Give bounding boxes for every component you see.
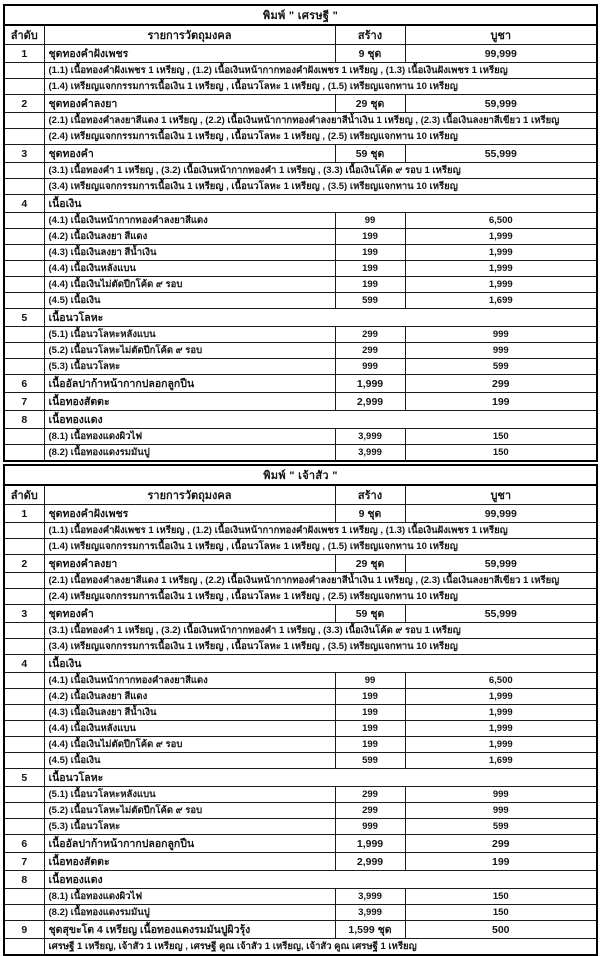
item-cell: เนื้ออัลปาก้าหน้ากากปลอกลูกปืน (44, 375, 335, 393)
order-cell (4, 737, 44, 753)
order-cell (4, 589, 44, 605)
item-cell: (5.2) เนื้อนวโลหะไม่ตัดปีกโค้ด ๙ รอบ (44, 343, 335, 359)
order-cell: 8 (4, 411, 44, 429)
price-cell: 1,999 (405, 245, 597, 261)
made-cell: 299 (335, 343, 405, 359)
made-cell: 2,999 (335, 853, 405, 871)
order-cell: 5 (4, 769, 44, 787)
item-detail-cell: (2.4) เหรียญแจกกรรมการเนื้อเงิน 1 เหรียญ , เนื้อนวโลหะ 1 เหรียญ , (2.5) เหรียญแจกทาน 10 เหรียญ (44, 589, 597, 605)
made-cell: 199 (335, 277, 405, 293)
table-row (4, 113, 597, 129)
made-cell: 59 ชุด (335, 605, 405, 623)
order-cell (4, 293, 44, 309)
order-cell: 7 (4, 853, 44, 871)
price-cell: 999 (405, 787, 597, 803)
price-cell: 150 (405, 905, 597, 921)
table-row (4, 523, 597, 539)
order-cell (4, 905, 44, 921)
price-cell: 59,999 (405, 95, 597, 113)
item-cell: เนื้อทองสัตตะ (44, 393, 335, 411)
item-detail-cell: (1.1) เนื้อทองคำฝังเพชร 1 เหรียญ , (1.2) เนื้อเงินหน้ากากทองคำฝังเพชร 1 เหรียญ , (1.3) เนื้อเงินฝังเพชร 1 เหรียญ (44, 63, 597, 79)
item-cell: (4.2) เนื้อเงินลงยา สีแดง (44, 689, 335, 705)
price-cell: 199 (405, 853, 597, 871)
table-row (4, 769, 597, 787)
table-row (4, 309, 597, 327)
table-row (4, 639, 597, 655)
made-cell: 1,999 (335, 375, 405, 393)
table-row (4, 753, 597, 769)
item-cell: (4.4) เนื้อเงินไม่ตัดปีกโค้ด ๙ รอบ (44, 737, 335, 753)
item-cell: ชุดทองคำฝังเพชร (44, 505, 335, 523)
made-cell: 999 (335, 359, 405, 375)
table-row (4, 905, 597, 921)
col-header-item: รายการวัตถุมงคล (44, 485, 335, 505)
item-cell: (4.4) เนื้อเงินไม่ตัดปีกโค้ด ๙ รอบ (44, 277, 335, 293)
price-cell: 55,999 (405, 145, 597, 163)
price-cell: 1,699 (405, 753, 597, 769)
table-row (4, 343, 597, 359)
table-row (4, 605, 597, 623)
table-row (4, 79, 597, 95)
table-row (4, 411, 597, 429)
item-detail-cell: (2.4) เหรียญแจกกรรมการเนื้อเงิน 1 เหรียญ , เนื้อนวโลหะ 1 เหรียญ , (2.5) เหรียญแจกทาน 10 เหรียญ (44, 129, 597, 145)
price-cell: 599 (405, 819, 597, 835)
price-cell: 599 (405, 359, 597, 375)
table-row (4, 45, 597, 63)
order-cell: 4 (4, 655, 44, 673)
table-row (4, 95, 597, 113)
table-row (4, 163, 597, 179)
price-cell: 150 (405, 445, 597, 462)
item-cell: (4.3) เนื้อเงินลงยา สีน้ำเงิน (44, 245, 335, 261)
made-cell: 9 ชุด (335, 45, 405, 63)
table-row (4, 787, 597, 803)
item-detail-cell: (1.4) เหรียญแจกกรรมการเนื้อเงิน 1 เหรียญ , เนื้อนวโลหะ 1 เหรียญ , (1.5) เหรียญแจกทาน 10 เหรียญ (44, 79, 597, 95)
order-cell: 1 (4, 45, 44, 63)
order-cell (4, 261, 44, 277)
order-cell: 4 (4, 195, 44, 213)
table-row (4, 277, 597, 293)
table-row (4, 721, 597, 737)
table-row (4, 195, 597, 213)
item-cell: (8.1) เนื้อทองแดงผิวไฟ (44, 429, 335, 445)
table-row (4, 939, 597, 956)
made-cell: 199 (335, 689, 405, 705)
made-cell: 3,999 (335, 445, 405, 462)
order-cell (4, 753, 44, 769)
item-cell: (4.1) เนื้อเงินหน้ากากทองคำลงยาสีแดง (44, 673, 335, 689)
order-cell (4, 429, 44, 445)
order-cell (4, 819, 44, 835)
table-row (4, 835, 597, 853)
order-cell (4, 327, 44, 343)
table-row (4, 589, 597, 605)
item-cell: (5.2) เนื้อนวโลหะไม่ตัดปีกโค้ด ๙ รอบ (44, 803, 335, 819)
order-cell: 2 (4, 95, 44, 113)
price-cell: 99,999 (405, 505, 597, 523)
price-cell: 1,999 (405, 229, 597, 245)
order-cell (4, 213, 44, 229)
table-row (4, 145, 597, 163)
col-header-price: บูชา (405, 485, 597, 505)
order-cell (4, 539, 44, 555)
order-cell: 2 (4, 555, 44, 573)
item-cell: ชุดทองคำ (44, 605, 335, 623)
item-detail-cell: (3.1) เนื้อทองคำ 1 เหรียญ , (3.2) เนื้อเงินหน้ากากทองคำ 1 เหรียญ , (3.3) เนื้อเงินโค้ด ๙ รอบ 1 เหรียญ (44, 623, 597, 639)
item-cell: (5.1) เนื้อนวโลหะหลังแบน (44, 787, 335, 803)
price-cell: 999 (405, 803, 597, 819)
made-cell: 29 ชุด (335, 555, 405, 573)
made-cell: 199 (335, 261, 405, 277)
item-cell: ชุดสุขะโต 4 เหรียญ เนื้อทองแดงรมมันปูผิวรุ้ง (44, 921, 335, 939)
order-cell: 3 (4, 605, 44, 623)
table-row (4, 655, 597, 673)
table-title: พิมพ์ " เจ้าสัว " (4, 465, 597, 485)
order-cell (4, 359, 44, 375)
order-cell (4, 63, 44, 79)
col-header-order: ลำดับ (4, 25, 44, 45)
group-name-cell: เนื้อเงิน (44, 195, 597, 213)
made-cell: 199 (335, 705, 405, 721)
table-row (4, 445, 597, 462)
made-cell: 199 (335, 721, 405, 737)
table-row (4, 803, 597, 819)
made-cell: 2,999 (335, 393, 405, 411)
made-cell: 3,999 (335, 905, 405, 921)
order-cell (4, 163, 44, 179)
order-cell (4, 277, 44, 293)
table-title-row (4, 5, 597, 25)
item-detail-cell: (2.1) เนื้อทองคำลงยาสีแดง 1 เหรียญ , (2.2) เนื้อเงินหน้ากากทองคำลงยาสีน้ำเงิน 1 เหรียญ , (2.3) เนื้อเงินลงยาสีเขียว 1 เหรียญ (44, 113, 597, 129)
amulet-price-table-1 (3, 4, 598, 462)
item-cell: (4.5) เนื้อเงิน (44, 753, 335, 769)
price-cell: 1,999 (405, 737, 597, 753)
item-detail-cell: (1.4) เหรียญแจกกรรมการเนื้อเงิน 1 เหรียญ , เนื้อนวโลหะ 1 เหรียญ , (1.5) เหรียญแจกทาน 10 เหรียญ (44, 539, 597, 555)
order-cell (4, 721, 44, 737)
price-cell: 150 (405, 889, 597, 905)
table-row (4, 375, 597, 393)
item-detail-cell: (3.4) เหรียญแจกกรรมการเนื้อเงิน 1 เหรียญ , เนื้อนวโลหะ 1 เหรียญ , (3.5) เหรียญแจกทาน 10 เหรียญ (44, 639, 597, 655)
order-cell (4, 229, 44, 245)
order-cell: 7 (4, 393, 44, 411)
table-row (4, 505, 597, 523)
order-cell: 9 (4, 921, 44, 939)
price-cell: 1,999 (405, 705, 597, 721)
table-row (4, 129, 597, 145)
col-header-made: สร้าง (335, 485, 405, 505)
made-cell: 59 ชุด (335, 145, 405, 163)
price-cell: 500 (405, 921, 597, 939)
order-cell: 5 (4, 309, 44, 327)
price-cell: 1,999 (405, 721, 597, 737)
table-row (4, 921, 597, 939)
column-header-row (4, 25, 597, 45)
table-row (4, 705, 597, 721)
table-row (4, 673, 597, 689)
order-cell (4, 939, 44, 956)
table-title-row (4, 465, 597, 485)
made-cell: 9 ชุด (335, 505, 405, 523)
table-row (4, 623, 597, 639)
price-cell: 6,500 (405, 213, 597, 229)
price-cell: 99,999 (405, 45, 597, 63)
table-row (4, 539, 597, 555)
order-cell (4, 573, 44, 589)
column-header-row (4, 485, 597, 505)
made-cell: 29 ชุด (335, 95, 405, 113)
table-row (4, 293, 597, 309)
made-cell: 599 (335, 293, 405, 309)
order-cell (4, 343, 44, 359)
order-cell (4, 639, 44, 655)
price-cell: 299 (405, 835, 597, 853)
made-cell: 99 (335, 673, 405, 689)
group-name-cell: เนื้อนวโลหะ (44, 309, 597, 327)
table-row (4, 245, 597, 261)
table-row (4, 261, 597, 277)
order-cell (4, 113, 44, 129)
order-cell (4, 623, 44, 639)
made-cell: 299 (335, 803, 405, 819)
table-row (4, 819, 597, 835)
table-row (4, 229, 597, 245)
amulet-price-table-2 (3, 464, 598, 956)
table-row (4, 429, 597, 445)
item-cell: ชุดทองคำ (44, 145, 335, 163)
table-row (4, 853, 597, 871)
price-cell: 150 (405, 429, 597, 445)
order-cell (4, 705, 44, 721)
made-cell: 299 (335, 787, 405, 803)
made-cell: 999 (335, 819, 405, 835)
made-cell: 199 (335, 229, 405, 245)
item-cell: (4.5) เนื้อเงิน (44, 293, 335, 309)
order-cell (4, 79, 44, 95)
item-detail-cell: (1.1) เนื้อทองคำฝังเพชร 1 เหรียญ , (1.2) เนื้อเงินหน้ากากทองคำฝังเพชร 1 เหรียญ , (1.3) เนื้อเงินฝังเพชร 1 เหรียญ (44, 523, 597, 539)
table-row (4, 737, 597, 753)
price-cell: 1,999 (405, 261, 597, 277)
table-row (4, 393, 597, 411)
made-cell: 3,999 (335, 429, 405, 445)
group-name-cell: เนื้อทองแดง (44, 411, 597, 429)
item-detail-cell: (3.4) เหรียญแจกกรรมการเนื้อเงิน 1 เหรียญ , เนื้อนวโลหะ 1 เหรียญ , (3.5) เหรียญแจกทาน 10 เหรียญ (44, 179, 597, 195)
group-name-cell: เนื้อทองแดง (44, 871, 597, 889)
order-cell (4, 787, 44, 803)
price-cell: 999 (405, 343, 597, 359)
order-cell: 6 (4, 375, 44, 393)
item-cell: (5.1) เนื้อนวโลหะหลังแบน (44, 327, 335, 343)
made-cell: 99 (335, 213, 405, 229)
price-cell: 199 (405, 393, 597, 411)
item-cell: (4.2) เนื้อเงินลงยา สีแดง (44, 229, 335, 245)
item-cell: ชุดทองคำลงยา (44, 555, 335, 573)
made-cell: 1,599 ชุด (335, 921, 405, 939)
item-cell: ชุดทองคำลงยา (44, 95, 335, 113)
item-cell: (4.1) เนื้อเงินหน้ากากทองคำลงยาสีแดง (44, 213, 335, 229)
table-row (4, 871, 597, 889)
col-header-order: ลำดับ (4, 485, 44, 505)
col-header-price: บูชา (405, 25, 597, 45)
item-cell: (8.2) เนื้อทองแดงรมมันปู (44, 445, 335, 462)
col-header-made: สร้าง (335, 25, 405, 45)
item-cell: (5.3) เนื้อนวโลหะ (44, 819, 335, 835)
order-cell (4, 245, 44, 261)
order-cell (4, 673, 44, 689)
col-header-item: รายการวัตถุมงคล (44, 25, 335, 45)
made-cell: 1,999 (335, 835, 405, 853)
item-cell: (4.3) เนื้อเงินลงยา สีน้ำเงิน (44, 705, 335, 721)
order-cell (4, 179, 44, 195)
item-cell: (4.4) เนื้อเงินหลังแบน (44, 261, 335, 277)
made-cell: 199 (335, 737, 405, 753)
item-detail-cell: (2.1) เนื้อทองคำลงยาสีแดง 1 เหรียญ , (2.2) เนื้อเงินหน้ากากทองคำลงยาสีน้ำเงิน 1 เหรียญ , (2.3) เนื้อเงินลงยาสีเขียว 1 เหรียญ (44, 573, 597, 589)
order-cell: 8 (4, 871, 44, 889)
item-cell: (8.2) เนื้อทองแดงรมมันปู (44, 905, 335, 921)
order-cell: 1 (4, 505, 44, 523)
item-cell: เนื้อทองสัตตะ (44, 853, 335, 871)
item-cell: เนื้ออัลปาก้าหน้ากากปลอกลูกปืน (44, 835, 335, 853)
price-cell: 1,699 (405, 293, 597, 309)
price-cell: 6,500 (405, 673, 597, 689)
made-cell: 599 (335, 753, 405, 769)
order-cell (4, 803, 44, 819)
order-cell: 3 (4, 145, 44, 163)
table-row (4, 63, 597, 79)
table-row (4, 689, 597, 705)
table-row (4, 889, 597, 905)
item-detail-cell: (3.1) เนื้อทองคำ 1 เหรียญ , (3.2) เนื้อเงินหน้ากากทองคำ 1 เหรียญ , (3.3) เนื้อเงินโค้ด ๙ รอบ 1 เหรียญ (44, 163, 597, 179)
order-cell: 6 (4, 835, 44, 853)
order-cell (4, 445, 44, 462)
price-cell: 1,999 (405, 277, 597, 293)
item-cell: (5.3) เนื้อนวโลหะ (44, 359, 335, 375)
made-cell: 299 (335, 327, 405, 343)
order-cell (4, 889, 44, 905)
table-row (4, 213, 597, 229)
price-cell: 55,999 (405, 605, 597, 623)
item-cell: (8.1) เนื้อทองแดงผิวไฟ (44, 889, 335, 905)
table-row (4, 179, 597, 195)
table-row (4, 359, 597, 375)
table-row (4, 327, 597, 343)
made-cell: 3,999 (335, 889, 405, 905)
item-cell: (4.4) เนื้อเงินหลังแบน (44, 721, 335, 737)
order-cell (4, 523, 44, 539)
price-cell: 999 (405, 327, 597, 343)
order-cell (4, 689, 44, 705)
table-row (4, 573, 597, 589)
item-detail-cell: เศรษฐี 1 เหรียญ, เจ้าสัว 1 เหรียญ , เศรษฐี คูณ เจ้าสัว 1 เหรียญ, เจ้าสัว คูณ เศรษฐี 1 เหรียญ (44, 939, 597, 956)
made-cell: 199 (335, 245, 405, 261)
price-cell: 1,999 (405, 689, 597, 705)
table-row (4, 555, 597, 573)
price-cell: 299 (405, 375, 597, 393)
group-name-cell: เนื้อเงิน (44, 655, 597, 673)
table-title: พิมพ์ " เศรษฐี " (4, 5, 597, 25)
order-cell (4, 129, 44, 145)
group-name-cell: เนื้อนวโลหะ (44, 769, 597, 787)
price-cell: 59,999 (405, 555, 597, 573)
item-cell: ชุดทองคำฝังเพชร (44, 45, 335, 63)
